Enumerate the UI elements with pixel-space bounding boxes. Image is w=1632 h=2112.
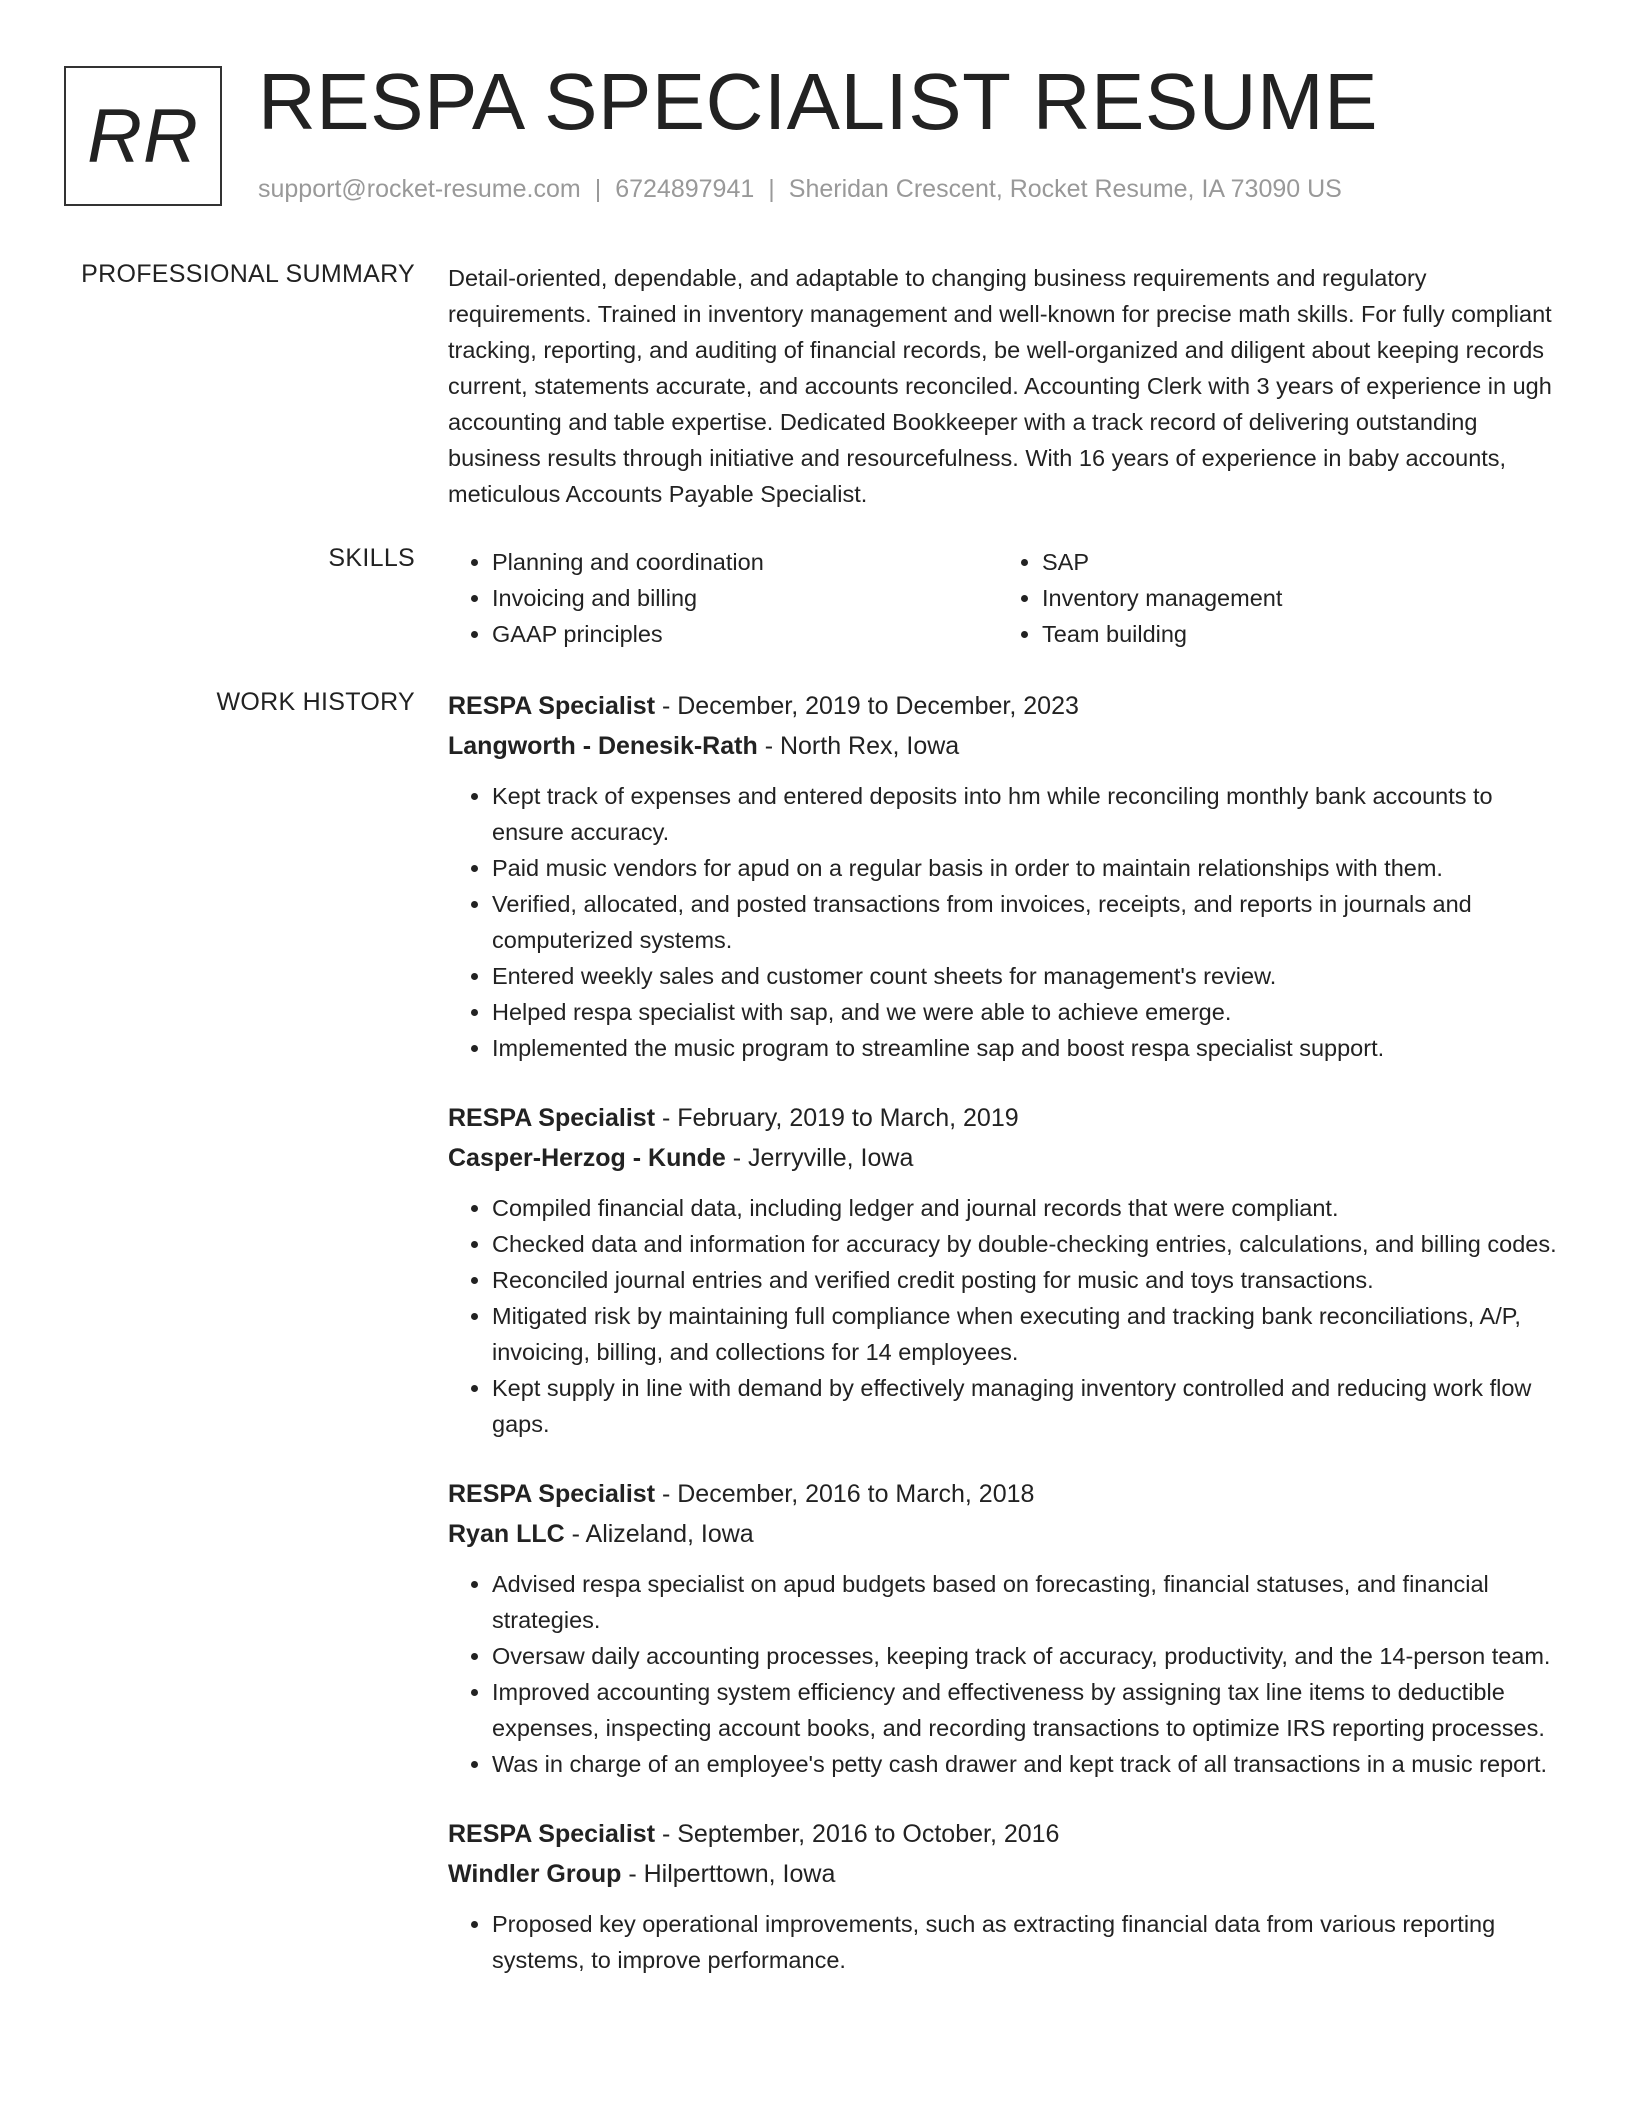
job-company: Windler Group [448,1860,622,1888]
job-bullets [448,1906,1563,1978]
job-title-line [448,1474,1563,1514]
job-title: RESPA Specialist [448,692,656,720]
job-bullet: • Improved accounting system efficiency and effectiveness by assigning tax line items to deductible expenses, inspecting account books, and recording transactions to optimize IRS reporting processes. [492,1674,1563,1746]
job-dates: - September, 2016 to October, 2016 [655,1820,1060,1848]
section-heading-summary: PROFESSIONAL SUMMARY [81,260,415,288]
job-bullet: • Reconciled journal entries and verified credit posting for music and toys transactions. [492,1262,1563,1298]
contact-phone: 6724897941 [615,175,755,203]
job-entry [448,1814,1563,1978]
summary-text: Detail-oriented, dependable, and adaptable to changing business requirements and regulatory requirements. Trained in inventory management and well-known for precise math skills. For fully compliant tracking, reporting, and auditing of financial records, be well-organized and diligent about keeping records current, statements accurate, and accounts reconciled. Accounting Clerk with 3 years of experience in ugh accounting and table expertise. Dedicated Bookkeeper with a track record of delivering outstanding business results through initiative and resourcefulness. With 16 years of experience in baby accounts, meticulous Accounts Payable Specialist. [448,265,1552,507]
job-company-line [448,1138,1563,1178]
job-company-line [448,1854,1563,1894]
job-bullet: • Proposed key operational improvements, such as extracting financial data from various reporting systems, to improve performance. [492,1906,1563,1978]
job-company-line [448,1514,1563,1554]
job-company: Langworth - Denesik-Rath [448,732,758,760]
skill-item: • SAP [1042,544,1548,580]
job-title: RESPA Specialist [448,1480,656,1508]
job-bullet: • Checked data and information for accuracy by double-checking entries, calculations, and billing codes. [492,1226,1563,1262]
job-company: Casper-Herzog - Kunde [448,1144,726,1172]
job-title-line [448,1098,1563,1138]
job-entry [448,1098,1563,1442]
job-bullets [448,1566,1563,1782]
job-entry [448,1474,1563,1782]
job-bullet: • Verified, allocated, and posted transactions from invoices, receipts, and reports in journals and computerized systems. [492,886,1563,958]
job-dates: - December, 2019 to December, 2023 [655,692,1079,720]
job-bullet: • Helped respa specialist with sap, and we were able to achieve emerge. [492,994,1563,1030]
job-title: RESPA Specialist [448,1820,656,1848]
skill-item: • Invoicing and billing [492,580,998,616]
contact-separator: | [768,175,775,203]
job-bullets [448,1190,1563,1442]
job-company: Ryan LLC [448,1520,565,1548]
job-bullet: • Compiled financial data, including ledger and journal records that were compliant. [492,1190,1563,1226]
resume-title: RESPA SPECIALIST RESUME [258,57,1379,146]
work-history-body [448,686,1563,2010]
job-title: RESPA Specialist [448,1104,656,1132]
job-location: - North Rex, Iowa [757,732,960,760]
job-title-line [448,686,1563,726]
skill-item: • Inventory management [1042,580,1548,616]
job-entry [448,686,1563,1066]
job-bullet: • Was in charge of an employee's petty cash drawer and kept track of all transactions in a music report. [492,1746,1563,1782]
skill-item: • GAAP principles [492,616,998,652]
skills-list-right [998,544,1548,652]
contact-email: support@rocket-resume.com [258,175,581,203]
job-bullets [448,778,1563,1066]
job-bullet: • Entered weekly sales and customer count sheets for management's review. [492,958,1563,994]
section-heading-work-history: WORK HISTORY [216,688,415,716]
job-company-line [448,726,1563,766]
job-bullet: • Paid music vendors for apud on a regular basis in order to maintain relationships with them. [492,850,1563,886]
summary-body [448,260,1563,512]
skills-list-left [448,544,998,652]
contact-address: Sheridan Crescent, Rocket Resume, IA 73090 US [788,175,1342,203]
job-bullet: • Advised respa specialist on apud budgets based on forecasting, financial statuses, and financial strategies. [492,1566,1563,1638]
skill-item: • Team building [1042,616,1548,652]
job-title-line [448,1814,1563,1854]
job-dates: - February, 2019 to March, 2019 [655,1104,1019,1132]
job-bullet: • Kept track of expenses and entered deposits into hm while reconciling monthly bank accounts to ensure accuracy. [492,778,1563,850]
job-location: - Jerryville, Iowa [725,1144,914,1172]
monogram-logo: RR [64,66,222,206]
job-bullet: • Kept supply in line with demand by effectively managing inventory controlled and reducing work flow gaps. [492,1370,1563,1442]
section-heading-skills: SKILLS [328,544,415,572]
job-location: - Alizeland, Iowa [564,1520,754,1548]
skills-body [448,544,1563,652]
skill-item: • Planning and coordination [492,544,998,580]
contact-separator: | [594,175,602,203]
job-bullet: • Implemented the music program to streamline sap and boost respa specialist support. [492,1030,1563,1066]
job-location: - Hilperttown, Iowa [621,1860,836,1888]
job-bullet: • Oversaw daily accounting processes, keeping track of accuracy, productivity, and the 14-person team. [492,1638,1563,1674]
job-bullet: • Mitigated risk by maintaining full compliance when executing and tracking bank reconciliations, A/P, invoicing, billing, and collections for 14 employees. [492,1298,1563,1370]
contact-line [258,175,1342,204]
job-dates: - December, 2016 to March, 2018 [655,1480,1035,1508]
